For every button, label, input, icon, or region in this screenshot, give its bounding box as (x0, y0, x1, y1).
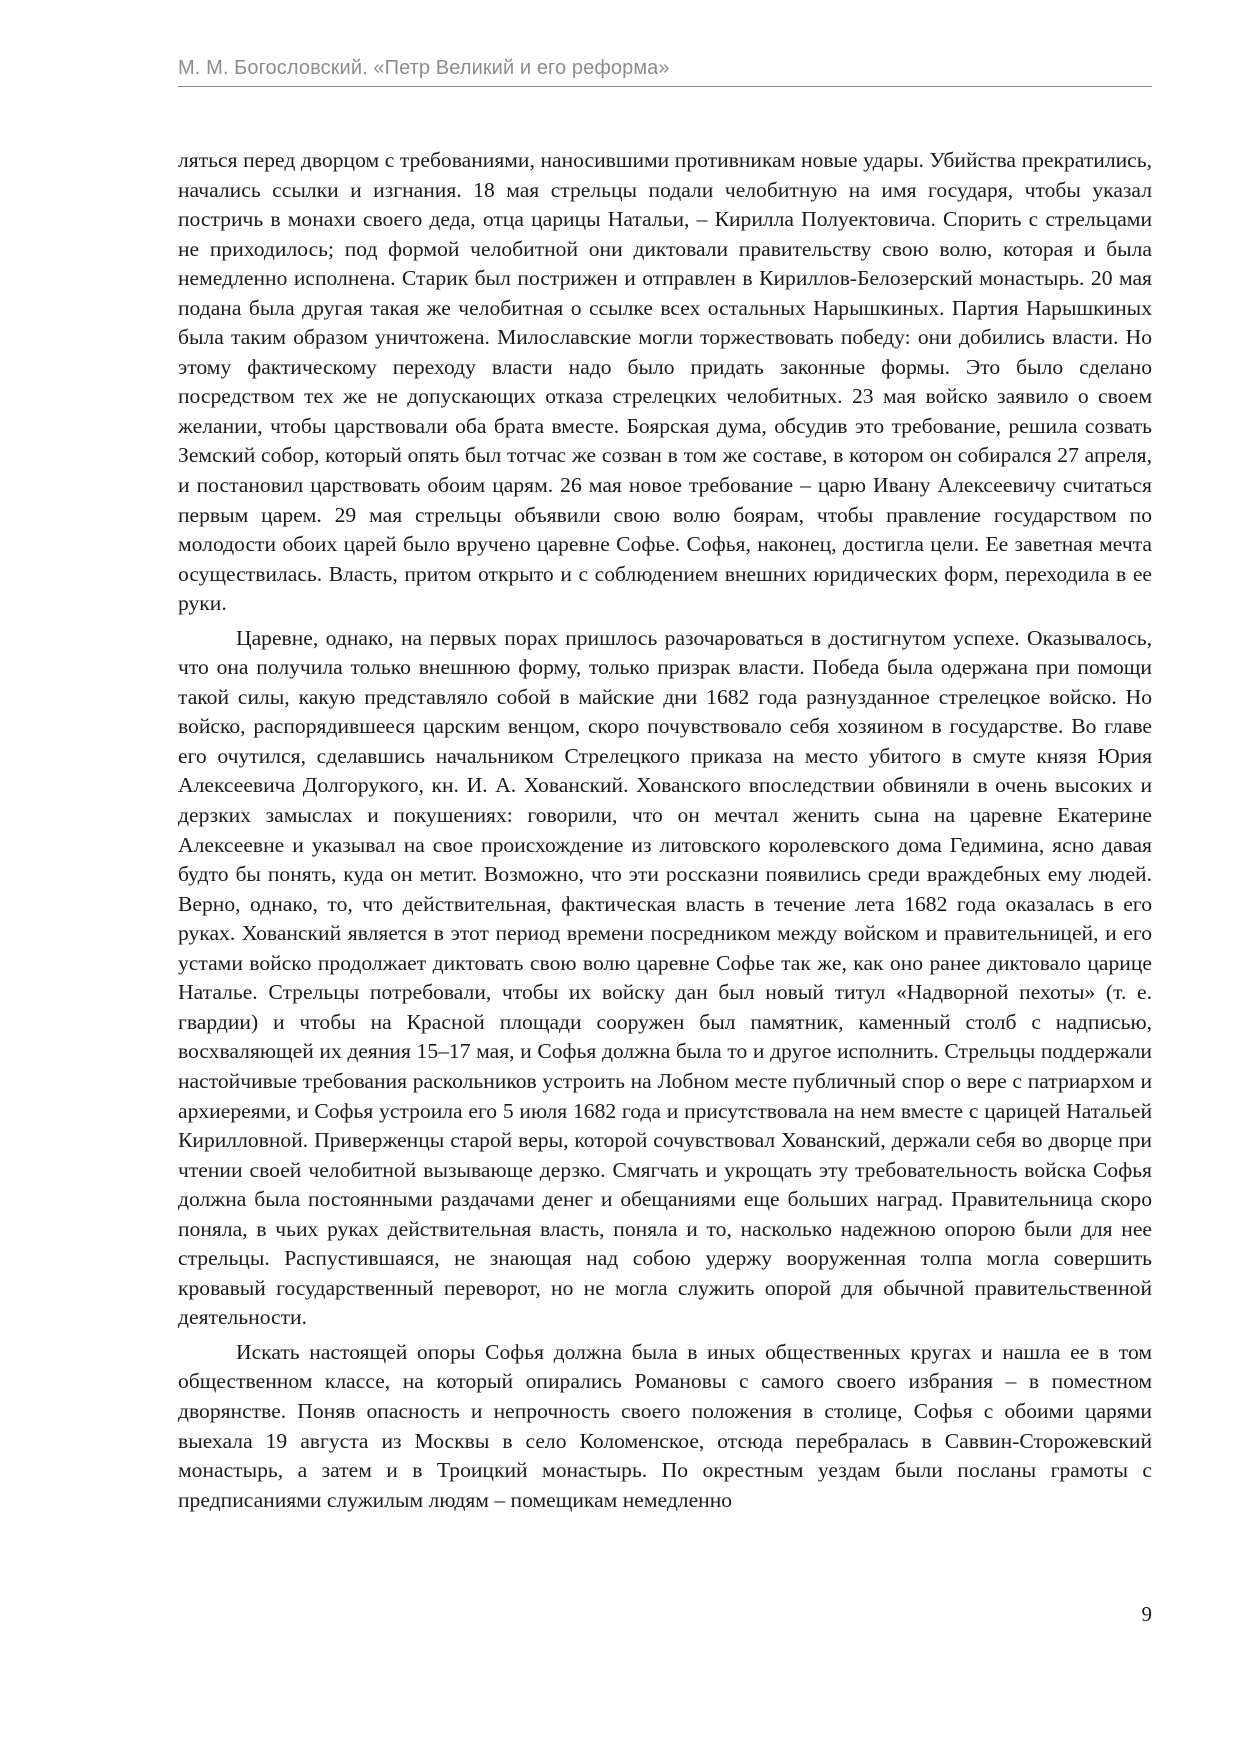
page-body (178, 146, 1152, 1520)
running-title: М. М. Богословский. «Петр Великий и его реформа» (178, 57, 670, 79)
paragraph: Искать настоящей опоры Софья должна была в иных общественных кругах и нашла ее в том общественном классе, на который опирались Романовы с самого своего избрания – в поместном дворянстве. Поняв опасность и непрочность своего положения в столице, Софья с обоими царями выехала 19 августа из Москвы в село Коломенское, отсюда перебралась в Саввин-Сторожевский монастырь, а затем и в Троицкий монастырь. По окрестным уездам были посланы грамоты с предписаниями служилым людям – помещикам немедленно (178, 1339, 1152, 1512)
running-head (178, 56, 1152, 87)
paragraph: Царевне, однако, на первых порах пришлось разочароваться в достигнутом успехе. Оказывалось, что она получила только внешнюю форму, только призрак власти. Победа была одержана при помощи такой силы, какую представляло собой в майские дни 1682 года разнузданное стрелецкое войско. Но войско, распорядившееся царским венцом, скоро почувствовало себя хозяином в государстве. Во главе его очутился, сделавшись начальником Стрелецкого приказа на место убитого в смуте князя Юрия Алексеевича Долгорукого, кн. И. А. Хованский. Хованского впоследствии обвиняли в очень высоких и дерзких замыслах и покушениях: говорили, что он мечтал женить сына на царевне Екатерине Алексеевне и указывал на свое происхождение из литовского королевского дома Гедимина, ясно давая будто бы понять, куда он метит. Возможно, что эти россказни появились среди враждебных ему людей. Верно, однако, то, что действительная, фактическая власть в течение лета 1682 года оказалась в его руках. Хованский является в этот период времени посредником между войском и правительницей, и его устами войско продолжает диктовать свою волю царевне Софье так же, как оно ранее диктовало царице Наталье. Стрельцы потребовали, чтобы их войску дан был новый титул «Надворной пехоты» (т. е. гвардии) и чтобы на Красной площади сооружен был памятник, каменный столб с надписью, восхваляющей их деяния 15–17 мая, и Софья должна была то и другое исполнить. Стрельцы поддержали настойчивые требования раскольников устроить на Лобном месте публичный спор о вере с патриархом и архиереями, и Софья устроила его 5 июля 1682 года и присутствовала на нем вместе с царицей Натальей Кирилловной. Приверженцы старой веры, которой сочувствовал Хованский, держали себя во дворце при чтении своей челобитной вызывающе дерзко. Смягчать и укрощать эту требовательность войска Софья должна была постоянными раздачами денег и обещаниями еще больших наград. Правительница скоро поняла, в чьих руках действительная власть, поняла и то, насколько надежною опорою были для нее стрельцы. Распустившаяся, не знающая над собою удержу вооруженная толпа могла совершить кровавый государственный переворот, но не могла служить опорой для обычной правительственной деятельности. (178, 625, 1152, 1330)
page-number: 9 (1141, 1602, 1152, 1626)
paragraph: ляться перед дворцом с требованиями, наносившими противникам новые удары. Убийства прекратились, начались ссылки и изгнания. 18 мая стрельцы подали челобитную на имя государя, чтобы указал постричь в монахи своего деда, отца царицы Натальи, – Кирилла Полуектовича. Спорить с стрельцами не приходилось; под формой челобитной они диктовали правительству свою волю, которая и была немедленно исполнена. Старик был пострижен и отправлен в Кириллов-Белозерский монастырь. 20 мая подана была другая такая же челобитная о ссылке всех остальных Нарышкиных. Партия Нарышкиных была таким образом уничтожена. Милославские могли торжествовать победу: они добились власти. Но этому фактическому переходу власти надо было придать законные формы. Это было сделано посредством тех же не допускающих отказа стрелецких челобитных. 23 мая войско заявило о своем желании, чтобы царствовали оба брата вместе. Боярская дума, обсудив это требование, решила созвать Земский собор, который опять был тотчас же созван в том же составе, в котором он собирался 27 апреля, и постановил царствовать обоим царям. 26 мая новое требование – царю Ивану Алексеевичу считаться первым царем. 29 мая стрельцы объявили свою волю боярам, чтобы правление государством по молодости обоих царей было вручено царевне Софье. Софья, наконец, достигла цели. Ее заветная мечта осуществилась. Власть, притом открыто и с соблюдением внешних юридических форм, переходила в ее руки. (178, 148, 1152, 616)
